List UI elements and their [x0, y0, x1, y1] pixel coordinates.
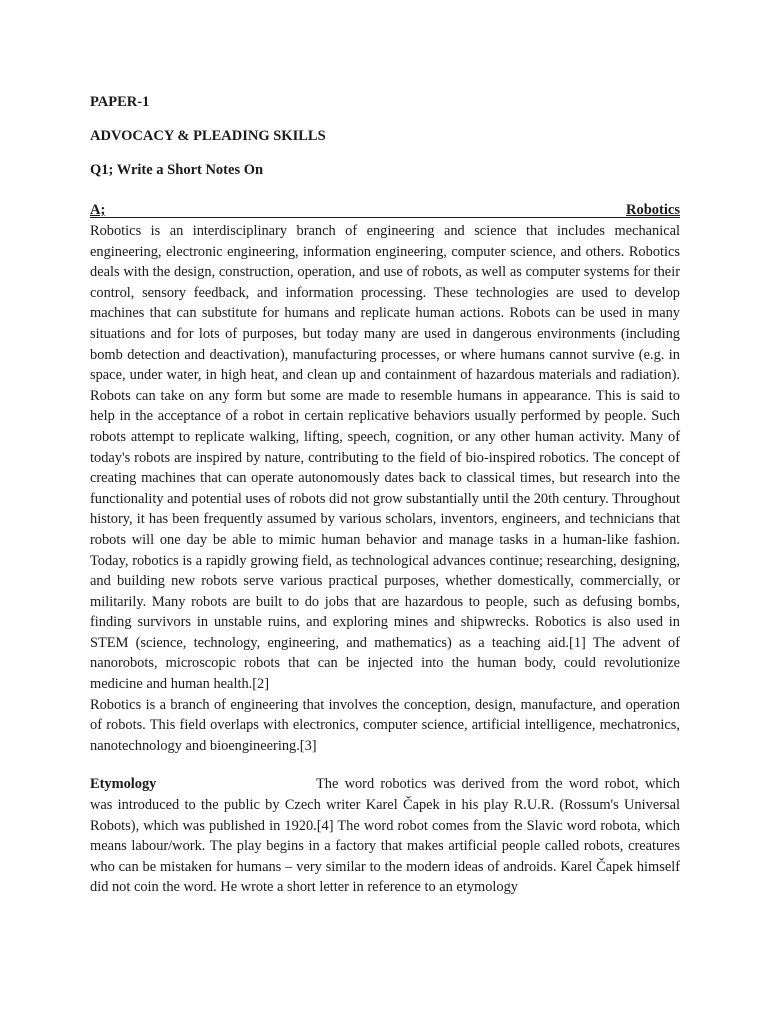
question-heading: Q1; Write a Short Notes On: [90, 162, 264, 178]
subject-title: ADVOCACY & PLEADING SKILLS: [90, 128, 326, 144]
etymology-text: The word robotics was derived from the word robot, which was introduced to the public by Czech writer Karel Čapek in his play R.U.R. (Rossum's Universal Robots), which was published in 1920.[4] The word robot comes from the Slavic word robota, which means labour/work. The play begins in a factory that makes artificial people called robots, creatures who can be mistaken for humans – very similar to the modern ideas of androids. Karel Čapek himself did not coin the word. He wrote a short letter in reference to an etymology: [90, 776, 680, 896]
section-label: A;: [90, 202, 106, 218]
section-heading-row: [90, 200, 680, 218]
etymology-paragraph: [90, 774, 680, 898]
paper-title: PAPER-1: [90, 94, 150, 110]
robotics-paragraph-2: Robotics is a branch of engineering that involves the conception, design, manufacture, and operation of robots. This field overlaps with electronics, computer science, artificial intelligence, mechatronics, nanotechnology and bioengineering.[3]: [90, 696, 680, 754]
robotics-paragraph-1: Robotics is an interdisciplinary branch of engineering and science that includes mechanical engineering, electronic engineering, information engineering, computer science, and others. Robotics deals with the design, construction, operation, and use of robots, as well as computer systems for their control, sensory feedback, and information processing. These technologies are used to develop machines that can substitute for humans and replicate human actions. Robots can be used in many situations and for lots of purposes, but today many are used in dangerous environments (including bomb detection and deactivation), manufacturing processes, or where humans cannot survive (e.g. in space, under water, in high heat, and clean up and containment of hazardous materials and radiation). Robots can take on any form but some are made to resemble humans in appearance. This is said to help in the acceptance of a robot in certain replicative behaviors usually performed by people. Such robots attempt to replicate walking, lifting, speech, cognition, or any other human activity. Many of today's robots are inspired by nature, contributing to the field of bio-inspired robotics. The concept of creating machines that can operate autonomously dates back to classical times, but research into the functionality and potential uses of robots did not grow substantially until the 20th century. Throughout history, it has been frequently assumed by various scholars, inventors, engineers, and technicians that robots will one day be able to mimic human behavior and manage tasks in a human-like fashion. Today, robotics is a rapidly growing field, as technological advances continue; researching, designing, and building new robots serve various practical purposes, whether domestically, commercially, or militarily. Many robots are built to do jobs that are hazardous to people, such as defusing bombs, finding survivors in unstable ruins, and exploring mines and shipwrecks. Robotics is also used in STEM (science, technology, engineering, and mathematics) as a teaching aid.[1] The advent of nanorobots, microscopic robots that can be injected into the human body, could revolutionize medicine and human health.[2]: [90, 223, 680, 693]
etymology-heading: Etymology: [90, 776, 157, 793]
section-title: Robotics: [626, 202, 680, 218]
